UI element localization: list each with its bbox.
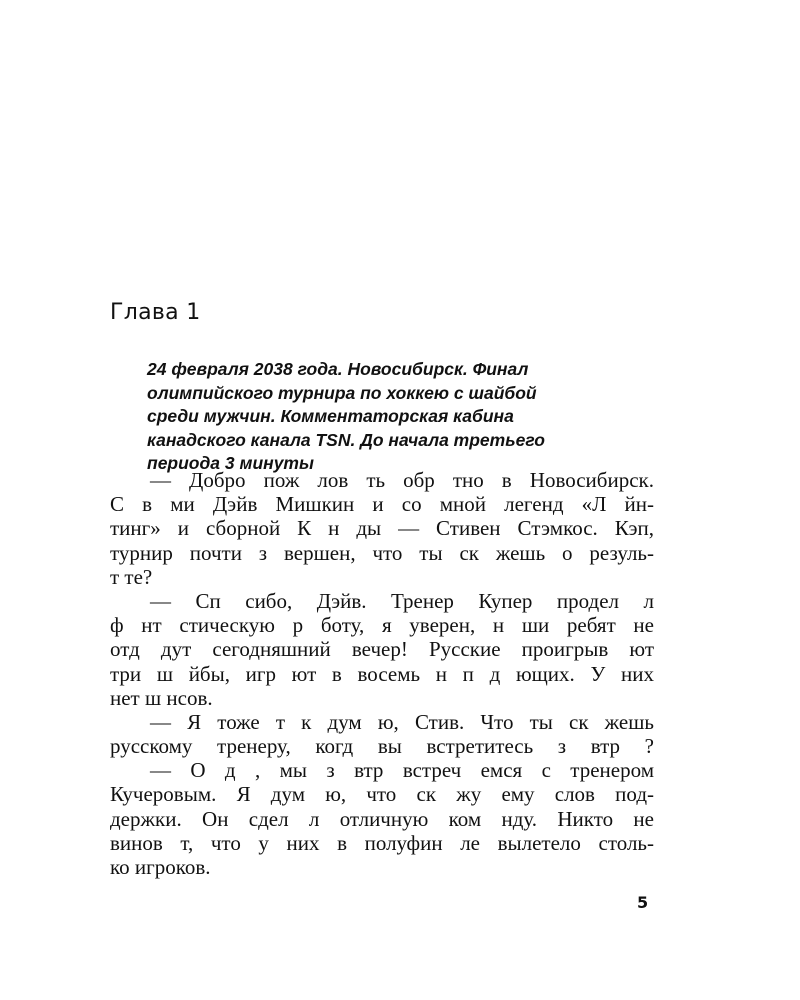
text-line: — Сп сибо, Дэйв. Тренер Купер продел л [150, 588, 654, 613]
text-line: турнир почти з вершен, что ты ск жешь о резуль- [110, 540, 654, 565]
epigraph-line: олимпийского турнира по хоккею с шайбой [147, 382, 537, 403]
epigraph [147, 358, 617, 476]
text-line: держки. Он сдел л отличную ком нду. Никто не [110, 806, 654, 831]
text-line: нет ш нсов. [110, 685, 213, 710]
text-line: Кучеровым. Я дум ю, что ск жу ему слов под- [110, 782, 654, 807]
text-line: С в ми Дэйв Мишкин и со мной легенд «Л йн- [110, 492, 654, 517]
text-line: тинг» и сборной К н ды — Стивен Стэмкос. Кэп, [110, 516, 654, 541]
text-line: винов т, что у них в полуфин ле вылетело столь- [110, 830, 654, 855]
page-number: 5 [637, 893, 649, 912]
epigraph-line: канадского канала TSN. До начала третьего [147, 429, 545, 450]
text-line: три ш йбы, игр ют в восемь н п д ющих. У них [110, 661, 654, 686]
text-line: т те? [110, 564, 153, 589]
text-line: русскому тренеру, когд вы встретитесь з втр ? [110, 734, 654, 759]
chapter-title: Глава 1 [110, 300, 201, 325]
text-line: — Добро пож лов ть обр тно в Новосибирск. [150, 468, 654, 492]
text-line: отд дут сегодняшний вечер! Русские проигрыв ют [110, 637, 654, 662]
text-line: — Я тоже т к дум ю, Стив. Что ты ск жешь [150, 709, 654, 734]
text-line: ф нт стическую р боту, я уверен, н ши ребят не [110, 613, 654, 638]
epigraph-line: периода 3 минуты [147, 453, 314, 473]
body-text [110, 468, 654, 879]
epigraph-line: 24 февраля 2038 года. Новосибирск. Финал [147, 359, 529, 379]
text-line: ко игроков. [110, 855, 211, 879]
epigraph-line: среди мужчин. Комментаторская кабина [147, 406, 514, 426]
text-line: — О д , мы з втр встреч емся с тренером [150, 758, 654, 783]
